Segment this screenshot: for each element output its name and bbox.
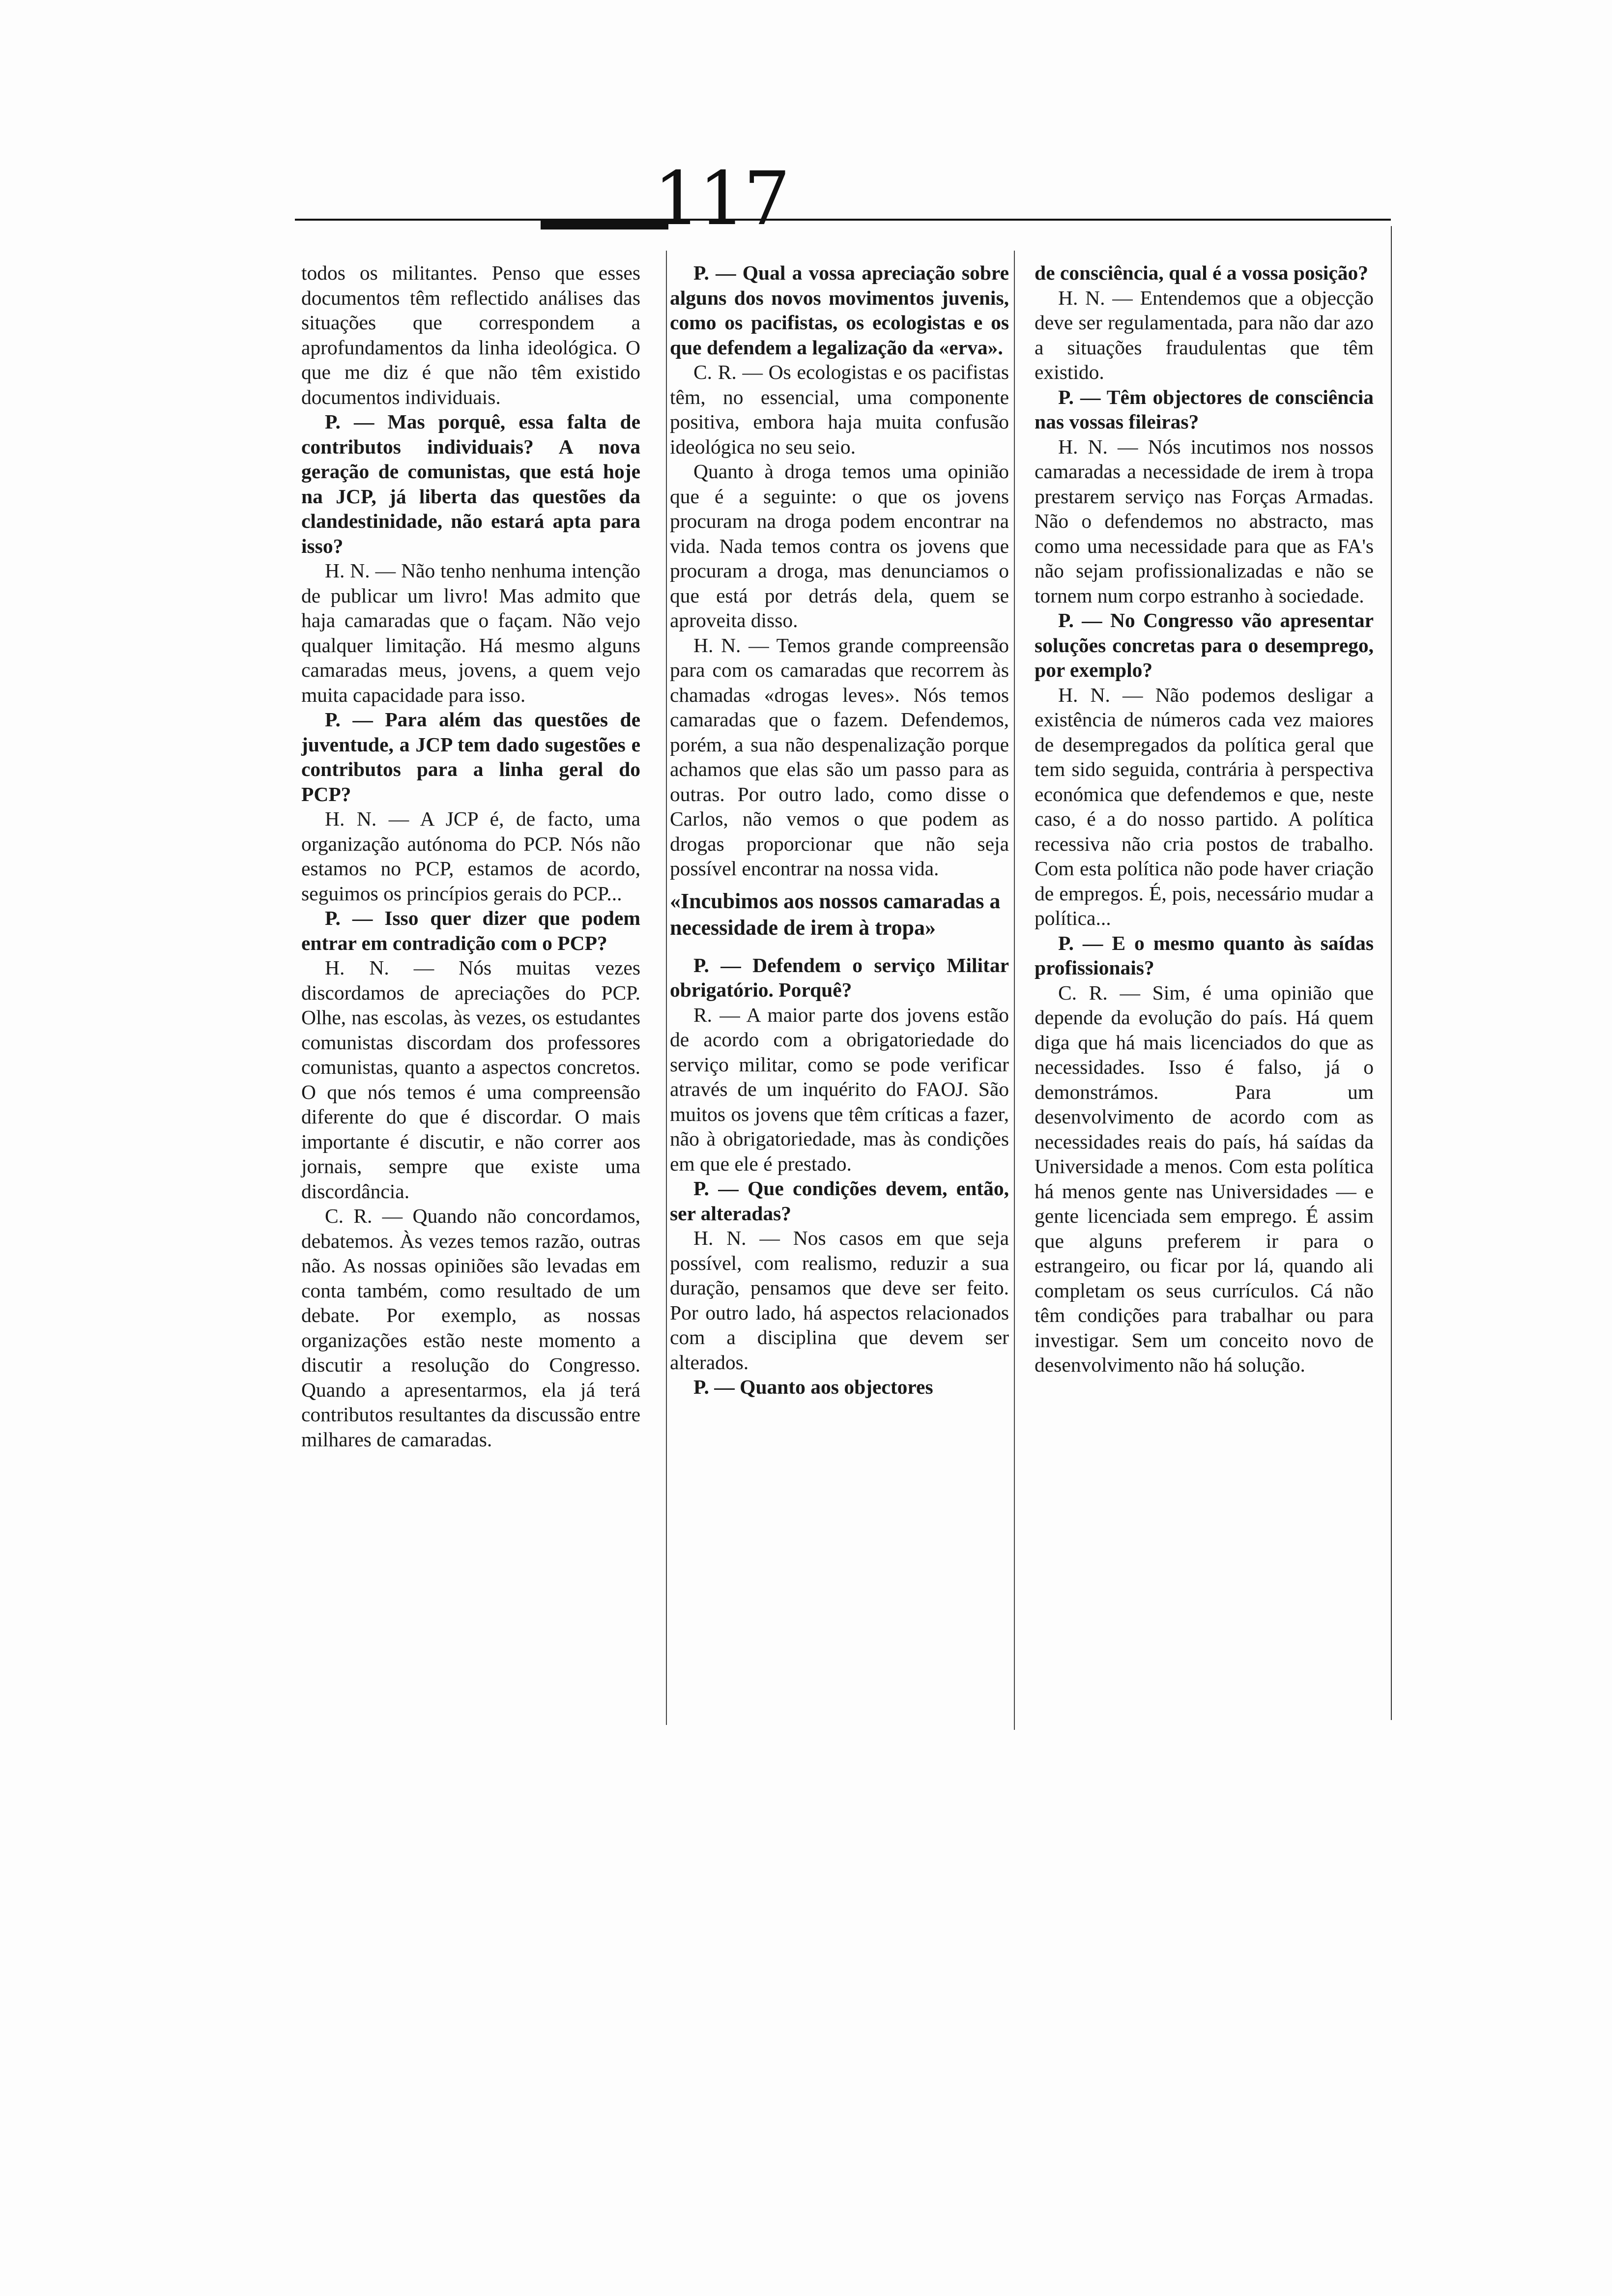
interview-answer: H. N. — Entendemos que a objecção deve ser regulamentada, para não dar azo a situações fraudulentas que têm existido. <box>1035 286 1374 383</box>
interview-question: P. — No Congresso vão apresentar soluções concretas para o desemprego, por exemplo? <box>1035 609 1374 681</box>
interview-answer: H. N. — Temos grande compreensão para com os camaradas que recorrem às chamadas «drogas leves». Nós temos camaradas que o fazem. Defendemos, porém, a sua não despenalização porque achamos que elas são um passo para as outras. Por outro lado, como disse o Carlos, não vemos o que podem as drogas proporcionar que não seja possível encontrar na nossa vida. <box>670 633 1009 880</box>
interview-answer: H. N. — Nos casos em que seja possível, com realismo, reduzir a sua duração, pensamos que deve ser feito. Por outro lado, há aspectos relacionados com a disciplina que devem ser alterados. <box>670 1227 1009 1374</box>
interview-question: P. — Mas porquê, essa falta de contributos individuais? A nova geração de comunistas, que está hoje na JCP, já liberta das questões da clandestinidade, não estará apta para isso? <box>301 410 640 557</box>
interview-answer: C. R. — Quando não concordamos, debatemos. Às vezes temos razão, outras não. As nossas opiniões são levadas em conta também, como resultado de um debate. Por exemplo, as nossas organizações estão neste momento a discutir a resolução do Congresso. Quando a apresentarmos, ela já terá contributos resultantes da discussão entre milhares de camaradas. <box>301 1205 640 1451</box>
column-divider-1 <box>666 251 667 1725</box>
interview-answer: H. N. — Nós muitas vezes discordamos de apreciações do PCP. Olhe, nas escolas, às vezes, os estudantes comunistas discordam dos professores comunistas, quanto a aspectos concretos. O que nós temos é uma compreensão diferente do que é discordar. O mais importante é discutir, e não correr aos jornais, sempre que existe uma discordância. <box>301 956 640 1203</box>
interview-question: P. — E o mesmo quanto às saídas profissionais? <box>1035 931 1374 979</box>
column-3 <box>1035 260 1374 1378</box>
top-rule <box>295 219 1391 221</box>
column-divider-2 <box>1014 251 1015 1730</box>
interview-question: P. — Têm objectores de consciência nas vossas fileiras? <box>1035 385 1374 433</box>
right-border-line <box>1391 226 1392 1720</box>
interview-answer: Quanto à droga temos uma opinião que é a seguinte: o que os jovens procuram na droga podem encontrar na vida. Nada temos contra os jovens que procuram a droga, mas denunciamos o que está por detrás dela, quem se aproveita disso. <box>670 460 1009 631</box>
interview-question: P. — Isso quer dizer que podem entrar em contradição com o PCP? <box>301 907 640 954</box>
interview-question: P. — Qual a vossa apreciação sobre alguns dos novos movimentos juvenis, como os pacifistas, os ecologistas e os que defendem a legalização da «erva». <box>670 261 1009 359</box>
interview-answer: H. N. — Não podemos desligar a existência de números cada vez maiores de desempregados da política geral que tem sido seguida, contrária à perspectiva económica que defendemos e que, neste caso, é a do nosso partido. A política recessiva não cria postos de trabalho. Com esta política não pode haver criação de empregos. É, pois, necessário mudar a política... <box>1035 683 1374 929</box>
interview-question: P. — Defendem o serviço Militar obrigatório. Porquê? <box>670 953 1009 1001</box>
interview-answer: C. R. — Sim, é uma opinião que depende da evolução do país. Há quem diga que há mais licenciados do que as necessidades. Isso é falso, já o demonstrámos. Para um desenvolvimento de acordo com as necessidades reais do país, há saídas da Universidade a menos. Com esta política há menos gente nas Universidades — e gente licenciada sem emprego. É assim que alguns preferem ir para o estrangeiro, ou ficar por lá, quando ali completam os seus currículos. Cá não têm condições para trabalhar ou para investigar. Sem um conceito novo de desenvolvimento não há solução. <box>1035 981 1374 1376</box>
interview-answer: C. R. — Os ecologistas e os pacifistas têm, no essencial, uma componente positiva, embora haja muita confusão ideológica no seu seio. <box>670 361 1009 458</box>
column-2 <box>670 260 1009 1400</box>
interview-answer: H. N. — A JCP é, de facto, uma organização autónoma do PCP. Nós não estamos no PCP, estamos de acordo, seguimos os princípios gerais do PCP... <box>301 807 640 905</box>
interview-answer: H. N. — Nós incutimos nos nossos camaradas a necessidade de irem à tropa prestarem serviço nas Forças Armadas. Não o defendemos no abstracto, mas como uma necessidade para que as FA's não sejam profissionalizadas e não se tornem num corpo estranho à sociedade. <box>1035 435 1374 607</box>
interview-question: P. — Que condições devem, então, ser alteradas? <box>670 1177 1009 1225</box>
body-paragraph: todos os militantes. Penso que esses documentos têm reflectido análises das situações que correspondem a aprofundamentos da linha ideológica. O que me diz é que não têm existido documentos individuais. <box>301 261 640 408</box>
handwritten-page-number: 117 <box>654 156 789 242</box>
top-rule-thick-segment <box>541 219 668 230</box>
interview-question-continued: de consciência, qual é a vossa posição? <box>1035 261 1369 284</box>
column-1 <box>301 260 640 1452</box>
interview-question: P. — Para além das questões de juventude, a JCP tem dado sugestões e contributos para a linha geral do PCP? <box>301 708 640 805</box>
interview-answer: H. N. — Não tenho nenhuma intenção de publicar um livro! Mas admito que haja camaradas que o façam. Não vejo qualquer limitação. Há mesmo alguns camaradas meus, jovens, a quem vejo muita capacidade para isso. <box>301 559 640 706</box>
interview-answer: R. — A maior parte dos jovens estão de acordo com a obrigatoriedade do serviço militar, como se pode verificar através de um inquérito do FAOJ. São muitos os jovens que têm críticas a fazer, não à obrigatoriedade, mas às condições em que ele é prestado. <box>670 1003 1009 1175</box>
interview-question: P. — Quanto aos objectores <box>693 1376 933 1398</box>
section-heading: «Incubimos aos nossos camaradas a necessidade de irem à tropa» <box>670 889 1001 940</box>
